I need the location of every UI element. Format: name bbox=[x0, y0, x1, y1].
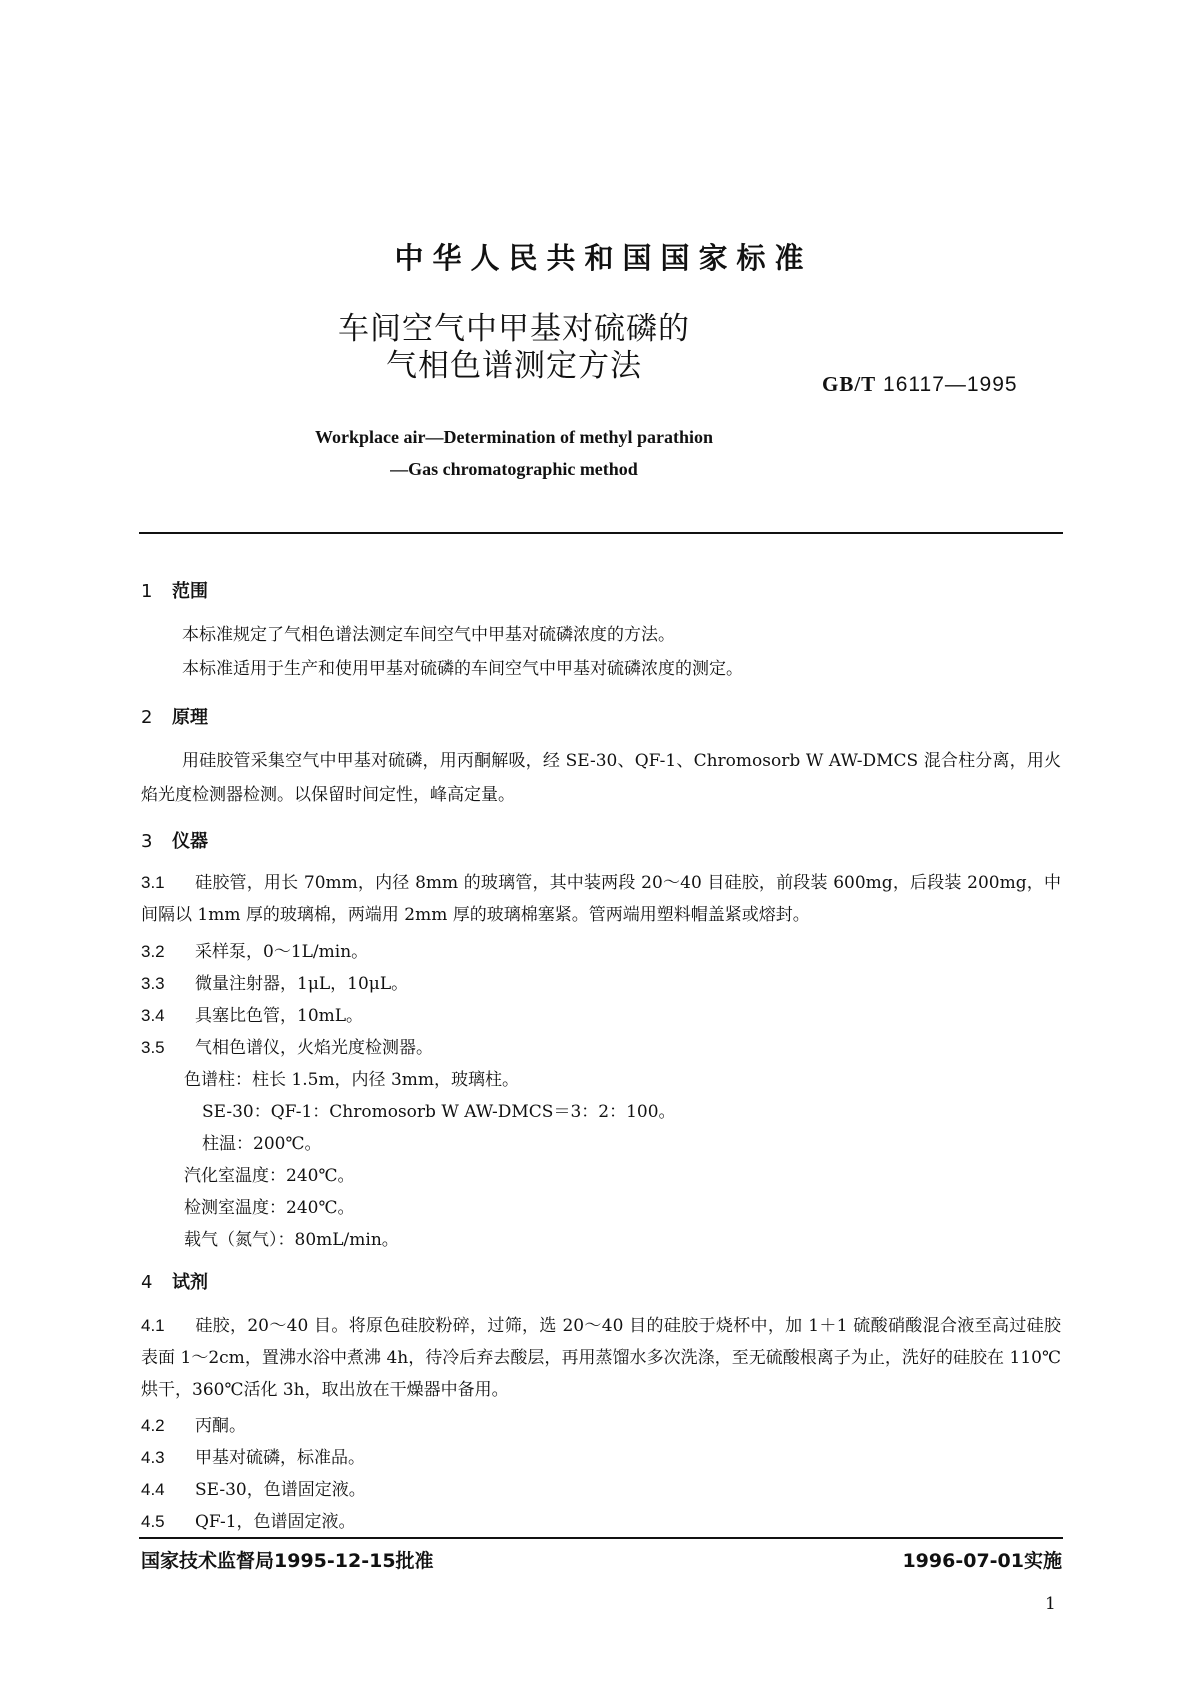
column-ratio: SE-30：QF-1：Chromosorb W AW-DMCS＝3：2：100。 bbox=[202, 1102, 676, 1122]
item-3-5-number: 3.5 bbox=[141, 1038, 165, 1057]
page-number: 1 bbox=[1045, 1594, 1056, 1614]
item-3-2-number: 3.2 bbox=[141, 942, 165, 961]
footer-divider bbox=[139, 1537, 1063, 1539]
implementation-date: 1996-07-01实施 bbox=[902, 1550, 1062, 1572]
section-4-title: 试剂 bbox=[172, 1272, 208, 1293]
item-4-5-number: 4.5 bbox=[141, 1512, 165, 1531]
item-4-3-number: 4.3 bbox=[141, 1448, 165, 1467]
section-2-number: 2 bbox=[141, 707, 153, 728]
standard-number bbox=[822, 372, 1018, 397]
section-3-title: 仪器 bbox=[172, 831, 208, 852]
standard-number-value: 16117—1995 bbox=[883, 373, 1018, 396]
vaporizer-temperature: 汽化室温度：240℃。 bbox=[184, 1166, 355, 1186]
column-temperature: 柱温：200℃。 bbox=[202, 1134, 322, 1154]
item-3-2 bbox=[141, 942, 368, 962]
item-4-3-text: 甲基对硫磷，标准品。 bbox=[195, 1448, 365, 1468]
item-4-2 bbox=[141, 1416, 246, 1436]
item-3-4-text: 具塞比色管，10mL。 bbox=[195, 1006, 364, 1026]
section-2-heading bbox=[141, 703, 208, 729]
section-1-title: 范围 bbox=[172, 581, 208, 602]
section-1-paragraph-2: 本标准适用于生产和使用甲基对硫磷的车间空气中甲基对硫磷浓度的测定。 bbox=[182, 659, 743, 679]
item-3-1-text: 硅胶管，用长 70mm，内径 8mm 的玻璃管，其中装两段 20～40 目硅胶，前段装 600mg，后段装 200mg，中间隔以 1mm 厚的玻璃棉，两端用 2mm 厚的玻璃棉塞紧。管两端用塑料帽盖紧或熔封。 bbox=[141, 873, 1061, 925]
detector-temperature: 检测室温度：240℃。 bbox=[184, 1198, 355, 1218]
english-title-line-1: Workplace air—Determination of methyl parathion bbox=[315, 427, 713, 447]
item-4-1-number: 4.1 bbox=[141, 1316, 165, 1335]
item-3-1-number: 3.1 bbox=[141, 873, 165, 892]
item-3-4-number: 3.4 bbox=[141, 1006, 165, 1025]
item-3-3-text: 微量注射器，1μL，10μL。 bbox=[195, 974, 409, 994]
item-4-3 bbox=[141, 1448, 365, 1468]
standard-title-line-1: 车间空气中甲基对硫磷的 bbox=[338, 311, 690, 347]
english-title-line-2: —Gas chromatographic method bbox=[390, 459, 638, 479]
item-4-4 bbox=[141, 1480, 366, 1500]
item-3-5-text: 气相色谱仪，火焰光度检测器。 bbox=[195, 1038, 433, 1058]
section-4-heading bbox=[141, 1268, 208, 1294]
section-2-title: 原理 bbox=[172, 707, 208, 728]
standard-number-prefix: GB/T bbox=[822, 372, 877, 396]
item-3-5 bbox=[141, 1038, 433, 1058]
item-3-3-number: 3.3 bbox=[141, 974, 165, 993]
document-header-title: 中华人民共和国国家标准 bbox=[394, 241, 813, 275]
item-3-4 bbox=[141, 1006, 363, 1026]
item-4-2-number: 4.2 bbox=[141, 1416, 165, 1435]
item-4-2-text: 丙酮。 bbox=[195, 1416, 246, 1436]
item-3-3 bbox=[141, 974, 408, 994]
standard-title-line-2: 气相色谱测定方法 bbox=[386, 348, 642, 384]
item-3-2-text: 采样泵，0～1L/min。 bbox=[195, 942, 369, 962]
section-1-heading bbox=[141, 577, 208, 603]
carrier-gas: 载气（氮气）：80mL/min。 bbox=[184, 1230, 399, 1250]
item-3-1 bbox=[141, 867, 1061, 931]
approval-line: 国家技术监督局1995-12-15批准 bbox=[141, 1550, 434, 1572]
header-divider bbox=[139, 532, 1063, 534]
section-4-number: 4 bbox=[141, 1272, 153, 1293]
section-1-paragraph-1: 本标准规定了气相色谱法测定车间空气中甲基对硫磷浓度的方法。 bbox=[182, 625, 675, 645]
item-4-5 bbox=[141, 1512, 356, 1532]
item-4-4-number: 4.4 bbox=[141, 1480, 165, 1499]
section-3-heading bbox=[141, 827, 208, 853]
item-4-4-text: SE-30，色谱固定液。 bbox=[195, 1480, 366, 1500]
section-3-number: 3 bbox=[141, 831, 153, 852]
item-4-1 bbox=[141, 1310, 1061, 1406]
section-1-number: 1 bbox=[141, 581, 153, 602]
column-spec: 色谱柱：柱长 1.5m，内径 3mm，玻璃柱。 bbox=[184, 1070, 520, 1090]
item-4-5-text: QF-1，色谱固定液。 bbox=[195, 1512, 356, 1532]
item-4-1-text: 硅胶，20～40 目。将原色硅胶粉碎，过筛，选 20～40 目的硅胶于烧杯中，加 1＋1 硫酸硝酸混合液至高过硅胶表面 1～2cm，置沸水浴中煮沸 4h，待冷后弃去酸层，再用蒸馏水多次洗涤，至无硫酸根离子为止，洗好的硅胶在 110℃烘干，360℃活化 3h，取出放在干燥器中备用。 bbox=[141, 1316, 1061, 1400]
section-2-paragraph-1: 用硅胶管采集空气中甲基对硫磷，用丙酮解吸，经 SE-30、QF-1、Chromosorb W AW-DMCS 混合柱分离，用火焰光度检测器检测。以保留时间定性，峰高定量。 bbox=[141, 751, 1061, 805]
